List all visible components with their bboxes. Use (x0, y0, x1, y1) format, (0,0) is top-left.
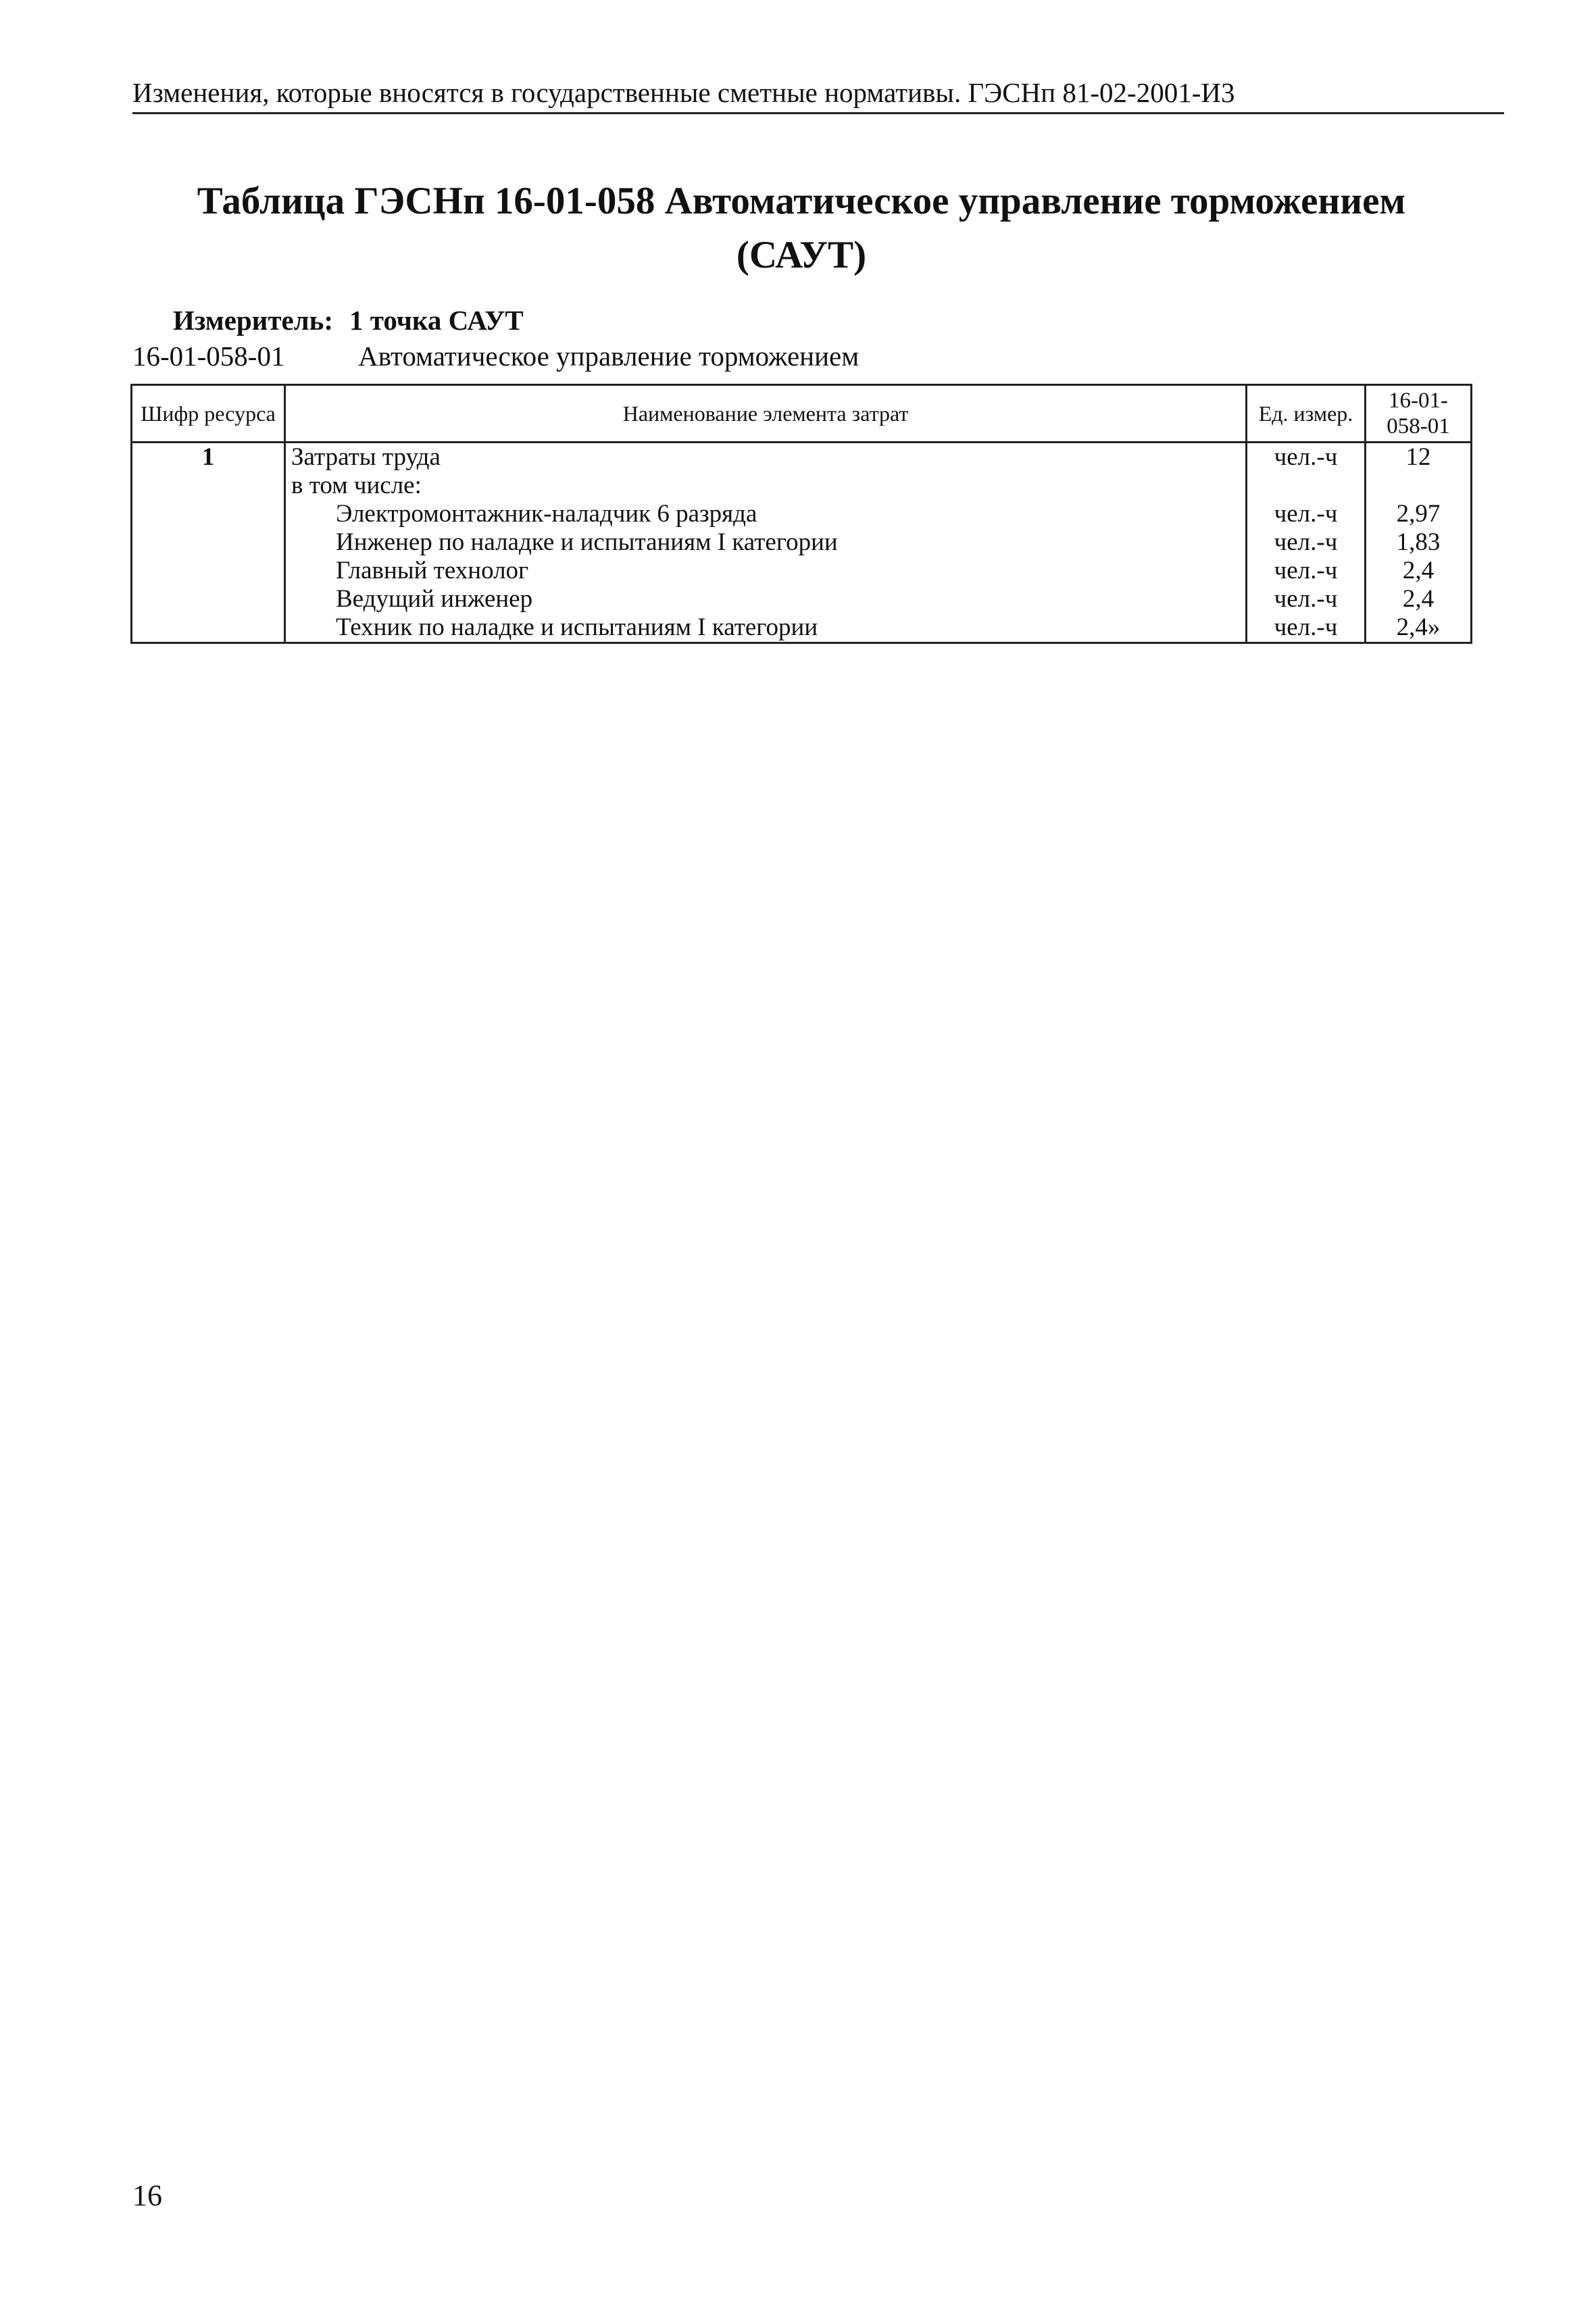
cell-value: 1,83 (1366, 528, 1472, 557)
table-row (132, 613, 1472, 643)
measure-value: 1 точка САУТ (349, 305, 524, 336)
cell-unit (1247, 472, 1366, 500)
running-header-text: Изменения, которые вносятся в государственные сметные нормативы. ГЭСНп 81-02-2001-И3 (132, 77, 1235, 108)
cell-cipher (132, 472, 285, 500)
cell-value: 12 (1366, 443, 1472, 472)
cell-unit: чел.-ч (1247, 585, 1366, 613)
cell-name: Главный технолог (285, 557, 1247, 585)
table-row (132, 500, 1472, 528)
cell-unit: чел.-ч (1247, 443, 1366, 472)
table-row (132, 443, 1472, 472)
norm-name: Автоматическое управление торможением (358, 341, 859, 372)
header-unit: Ед. измер. (1247, 385, 1366, 443)
cell-cipher (132, 585, 285, 613)
cell-value: 2,4 (1366, 585, 1472, 613)
norm-code: 16-01-058-01 (132, 341, 285, 372)
cell-name: Ведущий инженер (285, 585, 1247, 613)
cell-name: Затраты труда (285, 443, 1247, 472)
header-name: Наименование элемента затрат (285, 385, 1247, 443)
page-title-line-1: Таблица ГЭСНп 16-01-058 Автоматическое управление торможением (197, 180, 1406, 222)
table-row (132, 472, 1472, 500)
cell-name: Техник по наладке и испытаниям I категории (285, 613, 1247, 643)
cell-unit: чел.-ч (1247, 613, 1366, 643)
header-code: 16-01-058-01 (1366, 385, 1472, 443)
page-number: 16 (132, 2179, 162, 2212)
measure-line (173, 303, 524, 337)
page-title-line-2: (САУТ) (736, 234, 867, 276)
cell-cipher (132, 557, 285, 585)
cell-cipher: 1 (132, 443, 285, 472)
cell-cipher (132, 528, 285, 557)
norm-table (130, 384, 1472, 644)
table-row (132, 585, 1472, 613)
cell-value: 2,97 (1366, 500, 1472, 528)
cell-cipher (132, 500, 285, 528)
measure-label: Измеритель: (173, 305, 334, 336)
cell-unit: чел.-ч (1247, 500, 1366, 528)
cell-value: 2,4» (1366, 613, 1472, 643)
cell-name: Инженер по наладке и испытаниям I категории (285, 528, 1247, 557)
table-row (132, 557, 1472, 585)
norm-code-line (132, 339, 859, 373)
cell-value: 2,4 (1366, 557, 1472, 585)
cell-unit: чел.-ч (1247, 528, 1366, 557)
cell-cipher (132, 613, 285, 643)
cell-value (1366, 472, 1472, 500)
running-header (132, 76, 1504, 114)
cell-name: Электромонтажник-наладчик 6 разряда (285, 500, 1247, 528)
page-title (132, 174, 1470, 282)
cell-name: в том числе: (285, 472, 1247, 500)
header-cipher: Шифр ресурса (132, 385, 285, 443)
table-header-row (132, 385, 1472, 443)
table-row (132, 528, 1472, 557)
cell-unit: чел.-ч (1247, 557, 1366, 585)
